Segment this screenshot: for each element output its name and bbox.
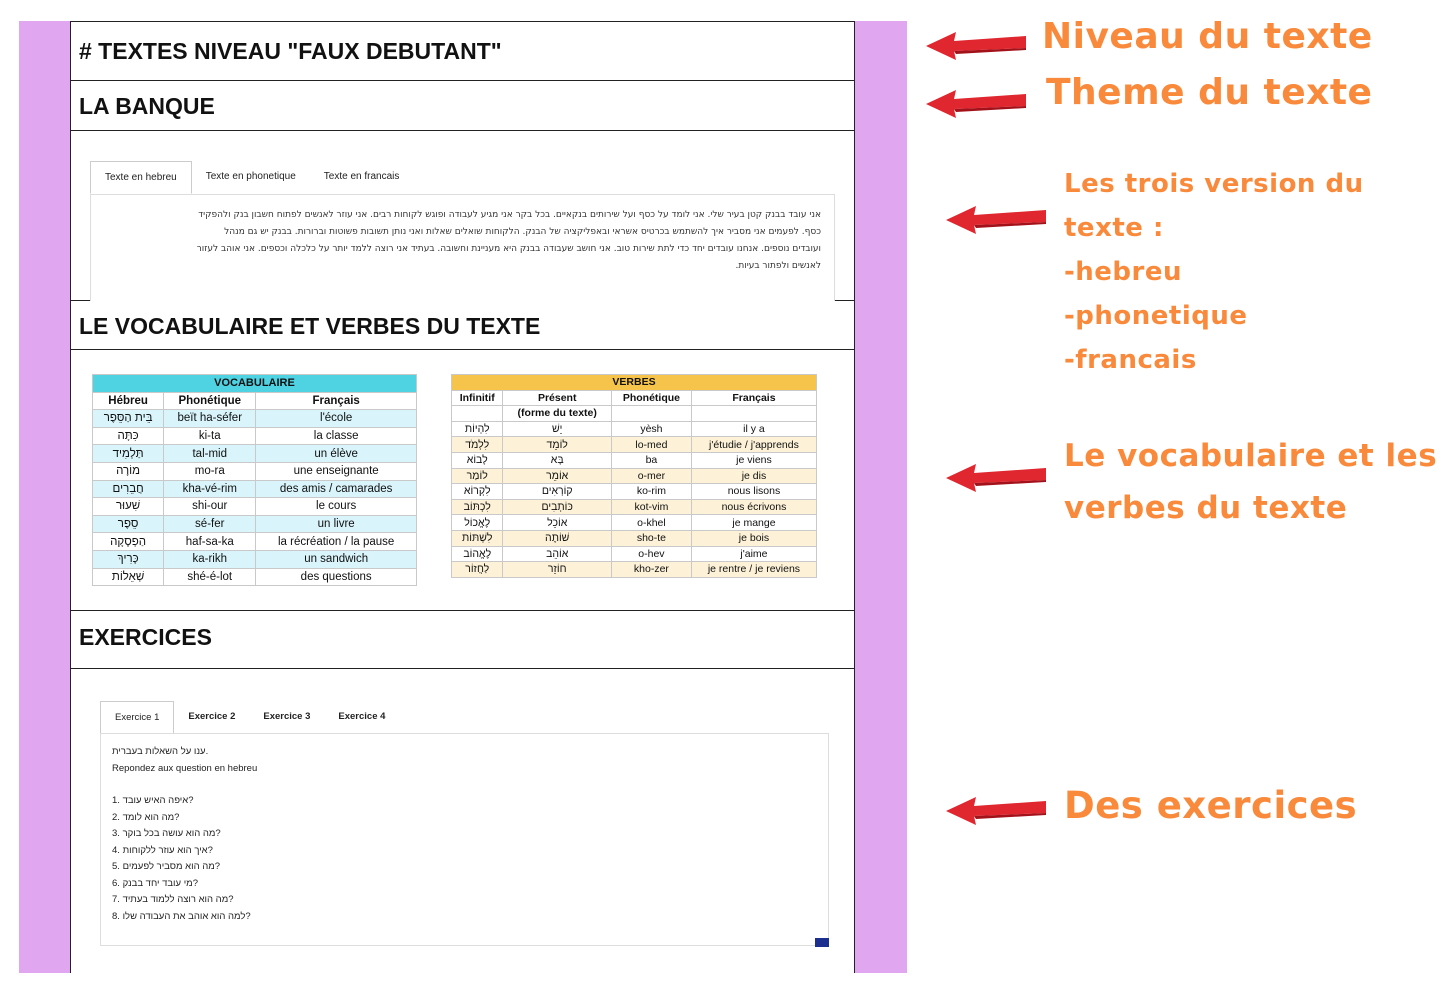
arrow-left-icon (946, 795, 1050, 825)
vocab-cell-hebreu: שִׁעוּר (93, 498, 164, 516)
verb-cell-present: אוֹכֵל (503, 515, 612, 531)
vocab-cell-phonetique: mo-ra (164, 462, 256, 480)
verb-col-francais: Français (691, 390, 816, 406)
hebrew-line-1: אני עובד בבנק קטן בעיר שלי. אני לומד על כסף ועל שירותים בנקאיים. בכל בקר אני מגיע לעבודה ופוגש לקוחות רבים. אני עוזר לאנשים לפתוח חשבון בנק ולהפקיד (198, 210, 821, 220)
hebrew-text (101, 207, 821, 275)
vocab-cell-francais: des questions (256, 568, 417, 586)
vocab-cell-francais: des amis / camarades (256, 480, 417, 498)
verb-cell-francais: je dis (691, 468, 816, 484)
vocab-row (93, 445, 417, 463)
vocab-row (93, 427, 417, 445)
verb-cell-phonetique: o-khel (611, 515, 691, 531)
vocab-col-hebreu: Hébreu (93, 392, 164, 410)
verb-cell-present: שׁוֹתֶה (503, 530, 612, 546)
hebrew-line-4: לאנשים ולפתור בעיות. (735, 261, 821, 271)
tab-exercice-4[interactable]: Exercice 4 (338, 711, 386, 722)
verb-cell-phonetique: yèsh (611, 421, 691, 437)
annotation-vocab (1064, 430, 1437, 534)
verb-cell-infinitif: לִכְתּוֹב (452, 499, 503, 515)
verb-subheader-empty (611, 406, 691, 422)
vocab-row (93, 480, 417, 498)
question-item: 7. מה הוא רוצה ללמוד בעתיד? (112, 894, 234, 905)
vocab-cell-francais: l'école (256, 410, 417, 428)
annotation-versions-line: Les trois version du (1064, 169, 1364, 199)
hebrew-line-3: ועובדים נוספים. אנחנו עובדים יחד כדי לתת שירות טוב. אני חושב שעבודה בבנק היא מעניינת וחשובה. בעתיד אני רוצה ללמד יותר על כלכלה וכספים. אני אוהב לעזור (196, 244, 821, 254)
annotation-versions-line: texte : (1064, 213, 1164, 243)
level-section (71, 22, 854, 81)
verb-subheader-empty (452, 406, 503, 422)
arrow-left-icon (926, 30, 1030, 60)
verb-cell-present: בָּא (503, 452, 612, 468)
exercises-heading: EXERCICES (79, 624, 212, 650)
verb-cell-present: קוֹרְאִים (503, 484, 612, 500)
vocab-row (93, 498, 417, 516)
vocab-cell-hebreu: שְׁאֵלוֹת (93, 568, 164, 586)
document-page (70, 21, 855, 973)
exercise-panel (100, 733, 829, 946)
vocab-col-francais: Français (256, 392, 417, 410)
verb-row (452, 452, 817, 468)
vocab-cell-hebreu: חֲבֵרִים (93, 480, 164, 498)
vocabulary-title: VOCABULAIRE (93, 375, 417, 393)
vocab-cell-phonetique: tal-mid (164, 445, 256, 463)
verb-cell-infinitif: לַחֲזוֹר (452, 562, 503, 578)
verb-subheader-empty (691, 406, 816, 422)
tab-exercice-1[interactable]: Exercice 1 (100, 701, 174, 734)
hebrew-line-2: כסף. לפעמים אני מסביר איך להשתמש בכרטיס אשראי ובאפליקציה של הבנק. הלקוחות שואלים שאלות ואני נותן תשובות פשוטות וברורות. בבנק יש גם מנהל (224, 227, 821, 237)
vocab-cell-francais: un élève (256, 445, 417, 463)
vocabulary-table (92, 374, 417, 586)
vocab-cell-phonetique: haf-sa-ka (164, 533, 256, 551)
verb-cell-infinitif: לָבוֹא (452, 452, 503, 468)
verb-cell-phonetique: ba (611, 452, 691, 468)
question-item: 3. מה הוא עושה בכל בוקר? (112, 828, 221, 839)
vocab-cell-phonetique: ka-rikh (164, 550, 256, 568)
arrow-left-icon (946, 204, 1050, 234)
verb-row (452, 515, 817, 531)
verb-cell-present: חוֹזֵר (503, 562, 612, 578)
verb-cell-francais: j'étudie / j'apprends (691, 437, 816, 453)
vocabulary-rows (93, 410, 417, 586)
vocab-row (93, 550, 417, 568)
vocab-cell-francais: un livre (256, 515, 417, 533)
vocab-cell-phonetique: beït ha-séfer (164, 410, 256, 428)
vocab-cell-phonetique: ki-ta (164, 427, 256, 445)
verb-row (452, 437, 817, 453)
verb-cell-infinitif: לִלְמֹד (452, 437, 503, 453)
verb-cell-francais: nous écrivons (691, 499, 816, 515)
verb-cell-present: אוֹמֵר (503, 468, 612, 484)
verb-cell-francais: je viens (691, 452, 816, 468)
annotation-level: Niveau du texte (1042, 16, 1373, 57)
vocab-cell-hebreu: סֵפֶר (93, 515, 164, 533)
verb-cell-infinitif: לוֹמַר (452, 468, 503, 484)
verb-cell-francais: je mange (691, 515, 816, 531)
vocab-row (93, 515, 417, 533)
verb-cell-francais: il y a (691, 421, 816, 437)
verb-row (452, 499, 817, 515)
annotation-versions (1064, 162, 1364, 382)
verb-row (452, 530, 817, 546)
vocab-cell-hebreu: בֵּית הַסֵּפֶר (93, 410, 164, 428)
tab-exercice-2[interactable]: Exercice 2 (188, 711, 236, 722)
vocab-cell-hebreu: כִּתָּה (93, 427, 164, 445)
theme-section (71, 81, 854, 131)
instruction-hebrew: ענו על השאלות בעברית. (112, 746, 209, 757)
verbs-table (451, 374, 817, 578)
vocab-row (93, 410, 417, 428)
verb-cell-present: יֵשׁ (503, 421, 612, 437)
verb-row (452, 562, 817, 578)
resize-handle-icon[interactable] (815, 938, 829, 947)
vocab-col-phonetique: Phonétique (164, 392, 256, 410)
annotation-exercises: Des exercices (1064, 784, 1358, 827)
annotation-versions-line: -hebreu (1064, 257, 1183, 287)
verb-row (452, 484, 817, 500)
annotation-versions-line: -phonetique (1064, 301, 1248, 331)
tab-texte-hebreu[interactable]: Texte en hebreu (90, 161, 192, 194)
verb-cell-infinitif: לִהְיוֹת (452, 421, 503, 437)
vocab-cell-francais: un sandwich (256, 550, 417, 568)
vocab-cell-phonetique: shé-é-lot (164, 568, 256, 586)
text-versions-section (71, 131, 854, 301)
exercise-content (112, 744, 257, 925)
vocab-cell-francais: la classe (256, 427, 417, 445)
vocab-cell-hebreu: כָּרִיךְ (93, 550, 164, 568)
exercise-tabs (100, 701, 399, 734)
annotation-versions-line: -francais (1064, 345, 1197, 375)
exercises-section (71, 669, 854, 974)
text-version-tabs (90, 161, 413, 194)
verb-col-present: Présent (503, 390, 612, 406)
vocab-section (71, 350, 854, 611)
tab-texte-phonetique[interactable]: Texte en phonetique (205, 171, 296, 182)
verb-cell-francais: je rentre / je reviens (691, 562, 816, 578)
verb-row (452, 468, 817, 484)
text-panel (90, 194, 835, 301)
question-item: 2. מה הוא לומד? (112, 811, 180, 823)
arrow-left-icon (926, 88, 1030, 118)
arrow-left-icon (946, 462, 1050, 492)
level-heading: # TEXTES NIVEAU "FAUX DEBUTANT" (79, 38, 502, 64)
question-item: 5. מה הוא מסביר לפעמים? (112, 861, 221, 872)
verb-cell-francais: je bois (691, 530, 816, 546)
theme-heading: LA BANQUE (79, 93, 215, 119)
verb-rows (452, 421, 817, 577)
annotation-vocab-line: verbes du texte (1064, 490, 1348, 526)
verb-cell-present: אוֹהֵב (503, 546, 612, 562)
vocab-section-header (71, 301, 854, 350)
verb-col-phonetique: Phonétique (611, 390, 691, 406)
vocab-cell-hebreu: תַּלְמִיד (93, 445, 164, 463)
tab-texte-francais[interactable]: Texte en francais (323, 171, 400, 182)
verb-cell-infinitif: לֶאֱהוֹב (452, 546, 503, 562)
tab-exercice-3[interactable]: Exercice 3 (263, 711, 311, 722)
verb-row (452, 546, 817, 562)
annotation-theme: Theme du texte (1046, 72, 1373, 113)
verb-cell-phonetique: sho-te (611, 530, 691, 546)
vocab-cell-phonetique: sé-fer (164, 515, 256, 533)
vocab-cell-hebreu: הַפְסָקָה (93, 533, 164, 551)
verb-cell-phonetique: lo-med (611, 437, 691, 453)
verb-cell-infinitif: לִשְׁתּוֹת (452, 530, 503, 546)
question-list (112, 793, 257, 925)
verb-cell-francais: j'aime (691, 546, 816, 562)
verb-cell-infinitif: לִקְרוֹא (452, 484, 503, 500)
vocab-cell-francais: une enseignante (256, 462, 417, 480)
verb-cell-infinitif: לֶאֱכוֹל (452, 515, 503, 531)
vocab-heading: LE VOCABULAIRE ET VERBES DU TEXTE (79, 313, 541, 339)
vocab-cell-phonetique: shi-our (164, 498, 256, 516)
verb-row (452, 421, 817, 437)
verb-cell-phonetique: o-mer (611, 468, 691, 484)
verb-cell-phonetique: kho-zer (611, 562, 691, 578)
vocab-row (93, 533, 417, 551)
vocab-cell-phonetique: kha-vé-rim (164, 480, 256, 498)
verbs-title: VERBES (452, 375, 817, 391)
question-item: 1. איפה האיש עובד? (112, 795, 194, 806)
question-item: 6. מי עובד יחד בבנק? (112, 877, 198, 889)
question-item: 4. איך הוא עוזר ללקוחות? (112, 844, 213, 856)
instruction-french: Repondez aux question en hebreu (112, 762, 258, 774)
vocab-cell-hebreu: מוֹרָה (93, 462, 164, 480)
vocab-cell-francais: la récréation / la pause (256, 533, 417, 551)
vocab-cell-francais: le cours (256, 498, 417, 516)
vocab-row (93, 462, 417, 480)
question-item: 8. למה הוא אוהב את העבודה שלו? (112, 910, 251, 922)
verb-subheader: (forme du texte) (503, 406, 612, 422)
verb-cell-phonetique: o-hev (611, 546, 691, 562)
verb-cell-phonetique: kot-vim (611, 499, 691, 515)
verb-cell-francais: nous lisons (691, 484, 816, 500)
annotation-vocab-line: Le vocabulaire et les (1064, 438, 1438, 474)
verb-cell-phonetique: ko-rim (611, 484, 691, 500)
verb-cell-present: לוֹמֵד (503, 437, 612, 453)
verb-cell-present: כּוֹתְבִים (503, 499, 612, 515)
exercises-section-header (71, 611, 854, 669)
verb-col-infinitif: Infinitif (452, 390, 503, 406)
vocab-row (93, 568, 417, 586)
